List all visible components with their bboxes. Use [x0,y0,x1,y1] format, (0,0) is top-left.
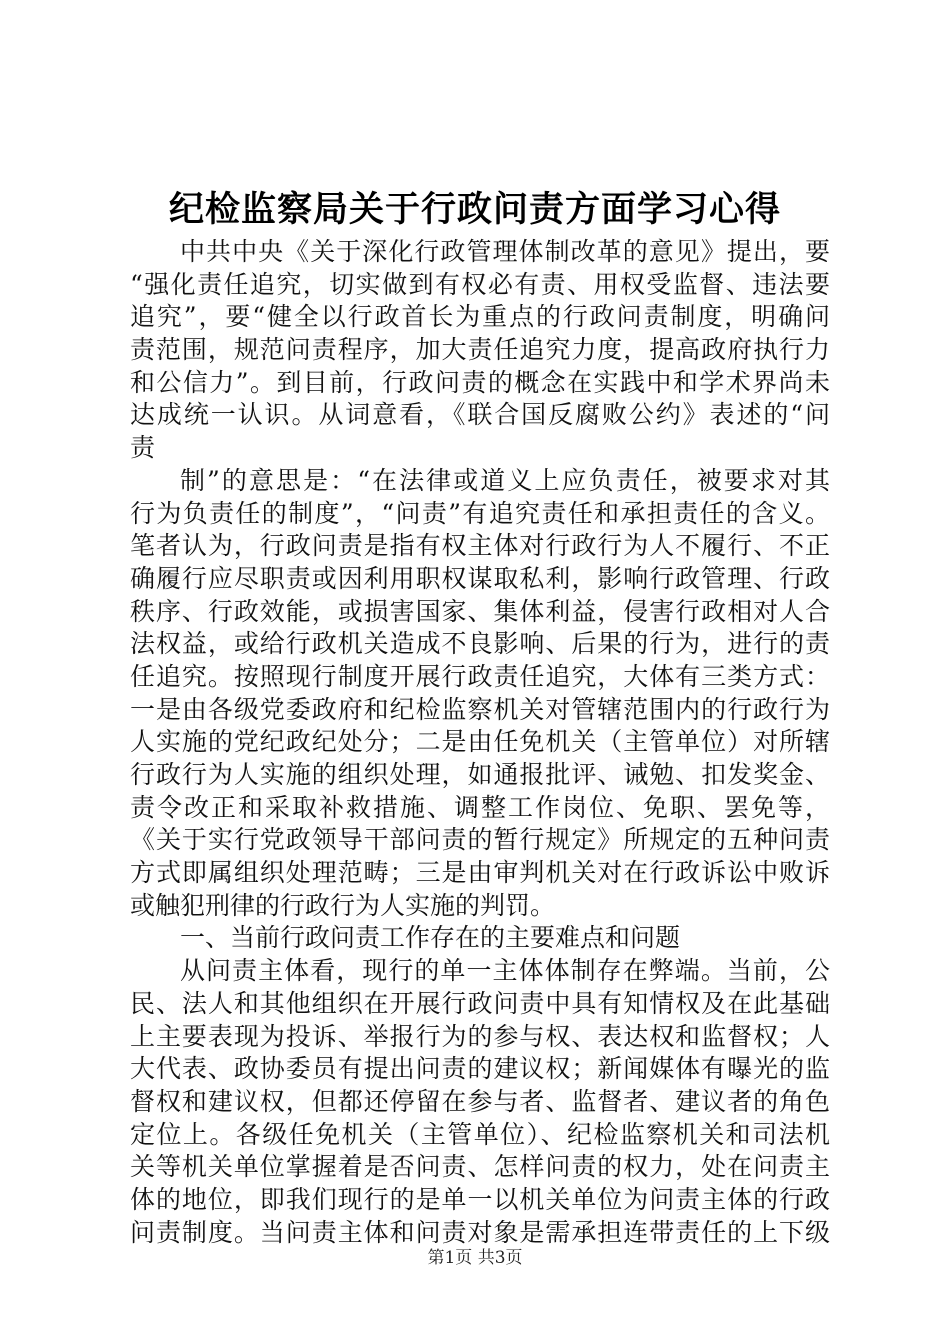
text-line: 法权益，或给行政机关造成不良影响、后果的行为，进行的责 [130,629,830,659]
text-line: 达成统一认识。从词意看，《联合国反腐败公约》表述的“问 [130,400,830,430]
text-line: 体的地位，即我们现行的是单一以机关单位为问责主体的行政 [130,1184,830,1214]
text-line: “强化责任追究，切实做到有权必有责、用权受监督、违法要 [130,269,830,299]
section-heading: 一、当前行政问责工作存在的主要难点和问题 [180,923,681,953]
text-line: 中共中央《关于深化行政管理体制改革的意见》提出，要 [180,237,830,266]
text-line: 问责制度。当问责主体和问责对象是需承担连带责任的上下级 [130,1217,830,1247]
page-footer: 第1页 共3页 [427,1248,523,1268]
text-line: 笔者认为，行政问责是指有权主体对行政行为人不履行、不正 [130,531,830,561]
text-line: 上主要表现为投诉、举报行为的参与权、表达权和监督权；人 [130,1021,830,1051]
text-line: 一是由各级党委政府和纪检监察机关对管辖范围内的行政行为 [130,694,830,724]
text-line: 民、法人和其他组织在开展行政问责中具有知情权及在此基础 [130,988,830,1018]
text-line: 方式即属组织处理范畴；三是由审判机关对在行政诉讼中败诉 [130,858,830,888]
text-line: 关等机关单位掌握着是否问责、怎样问责的权力，处在问责主 [130,1152,830,1182]
text-line: 秩序、行政效能，或损害国家、集体利益，侵害行政相对人合 [130,596,830,626]
text-line: 行政行为人实施的组织处理，如通报批评、诫勉、扣发奖金、 [130,760,830,789]
text-line: 追究”，要“健全以行政首长为重点的行政问责制度，明确问 [130,302,830,332]
text-line: 《关于实行党政领导干部问责的暂行规定》所规定的五种问责 [130,825,830,855]
text-line: 大代表、政协委员有提出问责的建议权；新闻媒体有曝光的监 [130,1054,830,1084]
text-line: 行为负责任的制度”，“问责”有追究责任和承担责任的含义。 [130,498,830,528]
text-line: 和公信力”。到目前，行政问责的概念在实践中和学术界尚未 [130,367,830,397]
document-body [130,236,830,1249]
text-line: 或触犯刑律的行政行为人实施的判罚。 [130,890,556,920]
text-line: 制”的意思是：“在法律或道义上应负责任，被要求对其 [180,465,830,495]
text-line: 确履行应尽职责或因利用职权谋取私利，影响行政管理、行政 [130,563,830,593]
document-title: 纪检监察局关于行政问责方面学习心得 [168,189,781,230]
text-line: 督权和建议权，但都还停留在参与者、监督者、建议者的角色 [130,1086,830,1116]
text-line: 从问责主体看，现行的单一主体体制存在弊端。当前，公 [180,956,830,986]
text-line: 定位上。各级任免机关（主管单位）、纪检监察机关和司法机 [130,1119,830,1149]
text-line: 责范围，规范问责程序，加大责任追究力度，提高政府执行力 [130,335,830,365]
text-line: 责令改正和采取补救措施、调整工作岗位、免职、罢免等， [130,792,830,822]
text-line: 任追究。按照现行制度开展行政责任追究，大体有三类方式： [130,661,830,691]
text-line: 责 [130,433,156,463]
text-line: 人实施的党纪政纪处分；二是由任免机关（主管单位）对所辖 [130,727,830,757]
